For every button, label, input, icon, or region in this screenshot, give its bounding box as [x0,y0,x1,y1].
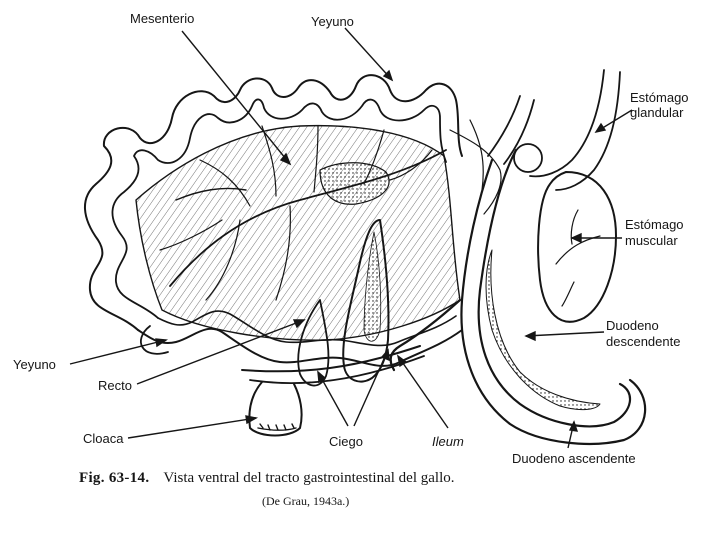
figure-caption-text: Vista ventral del tracto gastrointestinal del gallo. [163,470,455,486]
figure-source: (De Grau, 1943a.) [262,494,350,508]
vessels-right [450,120,501,214]
label-yeyuno-top: Yeyuno [311,14,354,29]
vent [258,424,296,430]
label-duodeno-ascendente: Duodeno ascendente [512,451,636,466]
esophagus [488,96,534,164]
leader-yeyuno-left [70,340,166,364]
gizzard-vein [556,210,600,306]
arrow-cloaca [246,416,256,423]
arrow-ileum [398,356,406,366]
arrow-duodeno-descendente [526,332,535,340]
label-mesenterio: Mesenterio [130,11,195,26]
leader-cloaca [128,418,256,438]
leader-duodeno-descendente [526,332,604,336]
label-ciego: Ciego [329,434,363,449]
figure-caption [79,470,454,487]
label-estomago-glandular: Estómago glandular [630,90,689,120]
pancreas-strip [486,250,600,410]
label-duodeno-descendente: Duodeno descendente [606,318,681,349]
leader-yeyuno-top [345,28,392,80]
label-ileum: Ileum [432,434,464,449]
label-estomago-muscular: Estómago muscular [625,217,684,248]
arrow-estomago-glandular [596,124,605,132]
gland-node [514,144,542,172]
mesentery [136,126,460,341]
rectum-lower [250,356,424,383]
label-recto: Recto [98,378,132,393]
label-yeyuno-left: Yeyuno [13,357,56,372]
arrow-estomago-muscular [572,234,581,242]
gizzard [538,172,616,322]
figure-number: Fig. 63-14. [79,470,150,486]
leader-ileum [398,356,448,428]
arrow-duodeno-ascendente [570,422,577,431]
label-cloaca: Cloaca [83,431,124,446]
